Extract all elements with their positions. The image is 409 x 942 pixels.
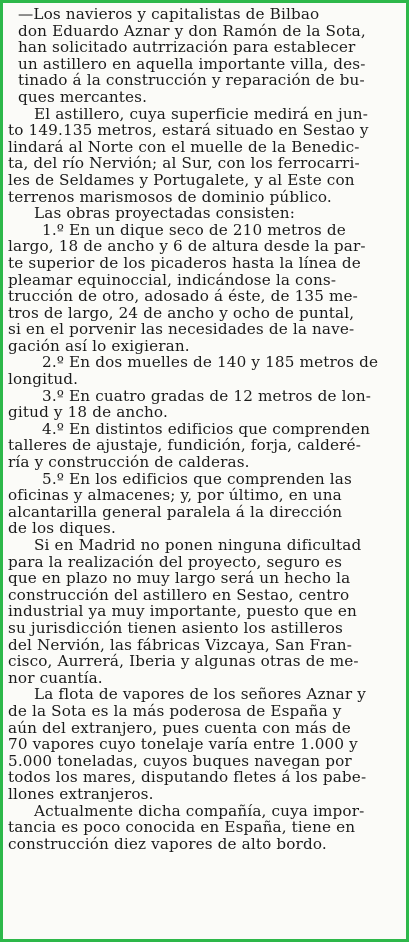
text-line: del Nervión, las fábricas Vizcaya, San Fran- — [8, 636, 353, 654]
text-line: de la Sota es la más poderosa de España y — [8, 702, 342, 720]
text-line: llones extranjeros. — [8, 785, 154, 803]
text-line: pleamar equinoccial, indicándose la cons- — [8, 271, 337, 289]
text-line: Si en Madrid no ponen ninguna dificultad — [34, 537, 362, 554]
paragraph-madrid — [8, 537, 404, 686]
paragraph-item-2 — [8, 354, 404, 387]
text-line: alcantarilla general paralela á la dirección — [8, 503, 343, 521]
text-line: todos los mares, disputando fletes á los pabe- — [8, 769, 367, 786]
text-line: que en plazo no muy largo será un hecho la — [8, 570, 351, 587]
text-line: gitud y 18 de ancho. — [8, 404, 168, 421]
text-line: trucción de otro, adosado á éste, de 135 me- — [8, 288, 358, 305]
text-line: construcción diez vapores de alto bordo. — [8, 835, 327, 853]
text-line: 4.º En distintos edificios que comprenden — [42, 420, 371, 438]
text-line: don Eduardo Aznar y don Ramón de la Sota, — [18, 22, 366, 40]
text-line: lindará al Norte con el muelle de la Benedic- — [8, 138, 360, 156]
text-line: te superior de los picaderos hasta la línea de — [8, 254, 361, 272]
paragraph-item-3 — [8, 388, 404, 421]
text-line: les de Seldames y Portugalete, y al Este con — [8, 171, 355, 189]
text-line: industrial ya muy importante, puesto que en — [8, 603, 357, 620]
text-line: El astillero, cuya superficie medirá en jun- — [34, 105, 369, 123]
text-line: La flota de vapores de los señores Aznar y — [34, 686, 366, 703]
paragraph-2 — [8, 106, 404, 206]
paragraph-item-4 — [8, 421, 404, 471]
text-line: un astillero en aquella importante villa, des- — [18, 55, 366, 73]
text-line: tros de largo, 24 de ancho y ocho de puntal, — [8, 304, 355, 322]
text-line: aún del extranjero, pues cuenta con más de — [8, 719, 351, 737]
text-line: tinado á la construcción y reparación de bu- — [18, 72, 365, 89]
text-line: si en el porvenir las necesidades de la nave- — [8, 321, 355, 338]
text-line: ques mercantes. — [18, 88, 148, 106]
text-line: 5.º En los edificios que comprenden las — [42, 470, 352, 488]
paragraph-1 — [8, 6, 404, 106]
text-line: gación así lo exigieran. — [8, 337, 190, 355]
text-line: Actualmente dicha compañía, cuya impor- — [34, 802, 365, 820]
text-line: longitud. — [8, 371, 79, 388]
paragraph-item-1 — [8, 222, 404, 355]
text-line: nor cuantía. — [8, 669, 103, 687]
text-line: 2.º En dos muelles de 140 y 185 metros de — [42, 354, 379, 372]
text-line: terrenos marismosos de dominio público. — [8, 188, 332, 206]
text-line: de los diques. — [8, 520, 116, 537]
text-line: oficinas y almacenes; y, por último, en una — [8, 487, 342, 504]
paragraph-flota — [8, 686, 404, 802]
text-line: ría y construcción de calderas. — [8, 454, 250, 471]
text-line: ta, del río Nervión; al Sur, con los ferrocarri- — [8, 155, 360, 172]
text-line: 1.º En un dique seco de 210 metros de — [42, 221, 346, 239]
text-line: largo, 18 de ancho y 6 de altura desde la par- — [8, 238, 366, 255]
text-line: Las obras proyectadas consisten: — [34, 205, 295, 222]
text-line: tancia es poco conocida en España, tiene en — [8, 819, 356, 836]
text-line: cisco, Aurrerá, Iberia y algunas otras de me- — [8, 653, 359, 670]
text-line: para la realización del proyecto, seguro es — [8, 553, 343, 571]
newspaper-clipping — [8, 6, 404, 852]
text-line: 70 vapores cuyo tonelaje varía entre 1.000 y — [8, 736, 358, 753]
paragraph-item-5 — [8, 471, 404, 537]
text-line: to 149.135 metros, estará situado en Sestao y — [8, 122, 369, 139]
text-line: su jurisdicción tienen asiento los astilleros — [8, 619, 343, 637]
text-line: —Los navieros y capitalistas de Bilbao — [18, 6, 320, 23]
text-line: 5.000 toneladas, cuyos buques navegan por — [8, 752, 352, 770]
text-line: han solicitado autrrización para establecer — [18, 39, 356, 56]
text-line: construcción del astillero en Sestao, centro — [8, 586, 350, 604]
text-line: 3.º En cuatro gradas de 12 metros de lon- — [42, 387, 372, 405]
paragraph-actualmente — [8, 803, 404, 853]
text-line: talleres de ajustaje, fundición, forja, calderé- — [8, 437, 361, 455]
paragraph-3 — [8, 205, 404, 222]
